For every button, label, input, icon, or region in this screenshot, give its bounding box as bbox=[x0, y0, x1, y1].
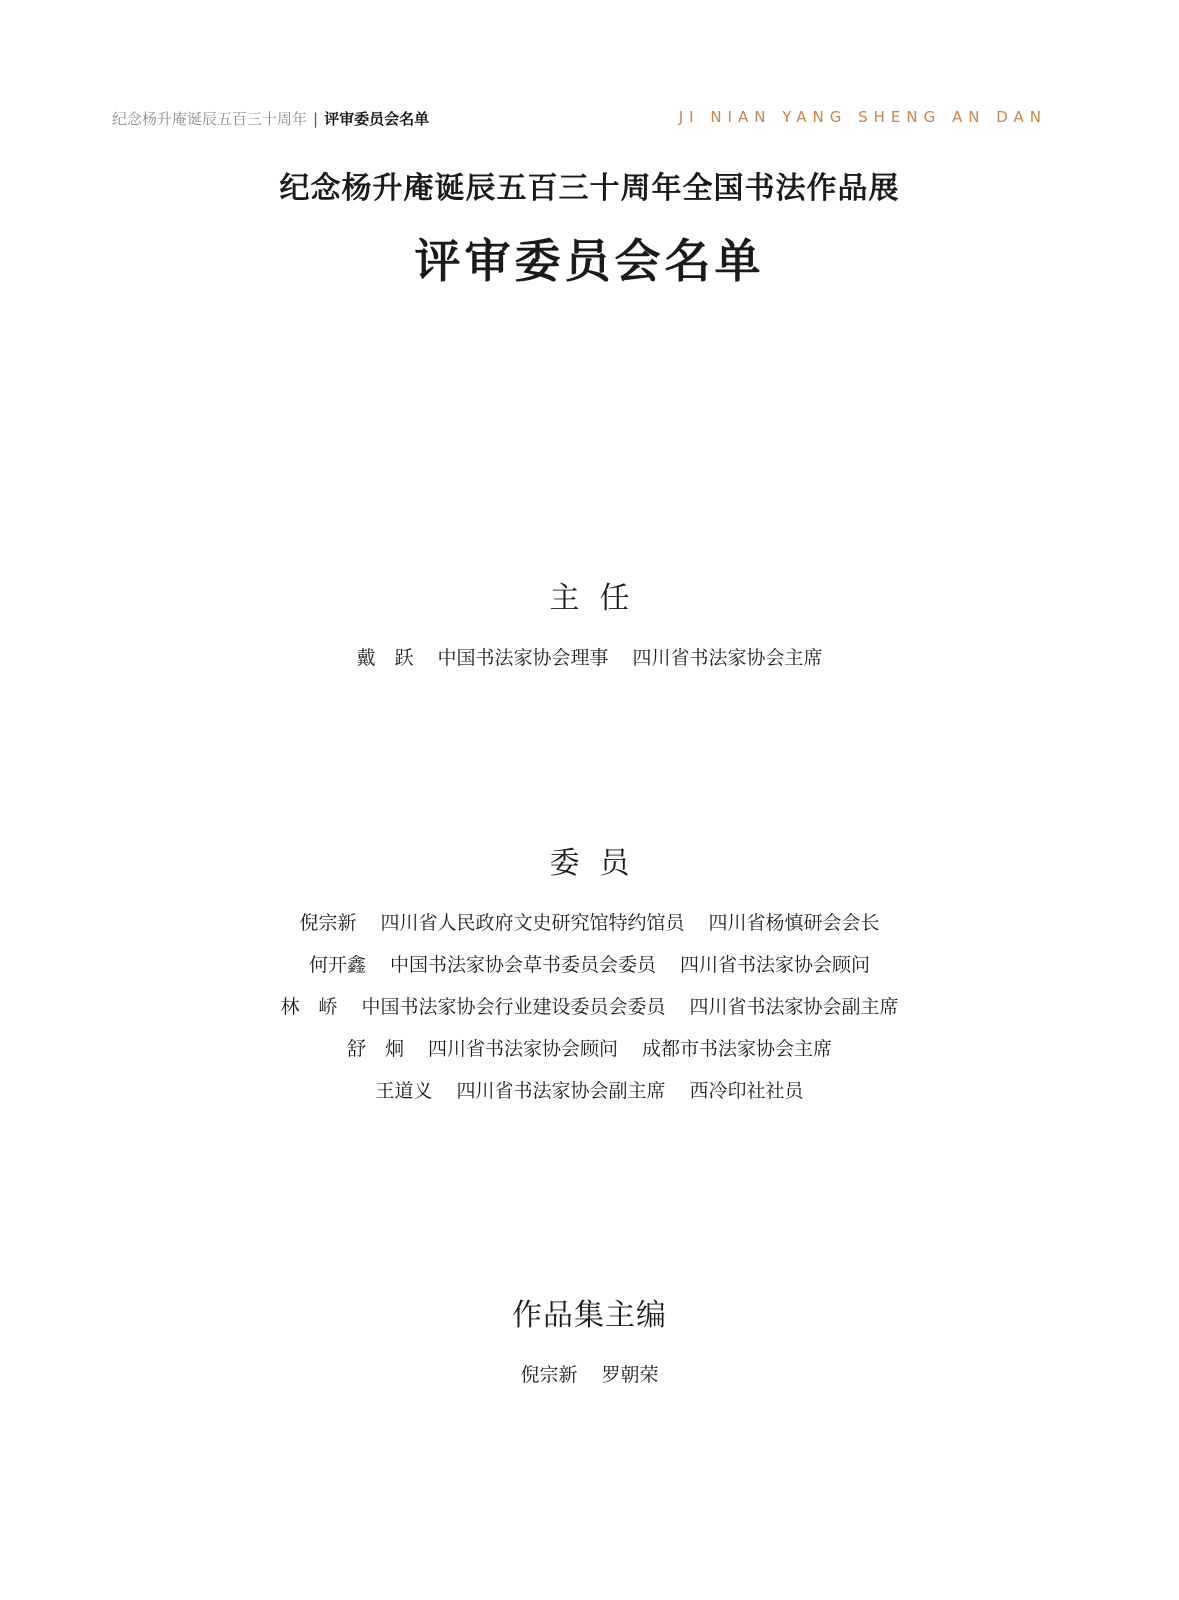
editor-list bbox=[0, 1354, 1179, 1396]
person-role: 中国书法家协会行业建设委员会委员 bbox=[361, 996, 666, 1018]
running-header-book-title: 纪念杨升庵诞辰五百三十周年 bbox=[112, 110, 308, 128]
person-role: 四川省书法家协会顾问 bbox=[427, 1038, 618, 1060]
person-role: 中国书法家协会草书委员会委员 bbox=[389, 954, 656, 976]
person-role: 四川省书法家协会主席 bbox=[632, 647, 823, 669]
list-item bbox=[0, 1354, 1179, 1396]
person-role: 四川省书法家协会顾问 bbox=[680, 954, 871, 976]
page-title: 评审委员会名单 bbox=[414, 234, 765, 288]
list-item bbox=[0, 986, 1179, 1028]
person-name: 何开鑫 bbox=[308, 954, 366, 976]
person-role: 成都市书法家协会主席 bbox=[642, 1038, 833, 1060]
person-name: 戴 跃 bbox=[356, 647, 414, 669]
person-role: 四川省人民政府文史研究馆特约馆员 bbox=[380, 912, 685, 934]
list-item bbox=[0, 902, 1179, 944]
page-subtitle: 纪念杨升庵诞辰五百三十周年全国书法作品展 bbox=[279, 171, 900, 206]
person-role: 中国书法家协会理事 bbox=[437, 647, 609, 669]
editor-section bbox=[0, 1290, 1179, 1396]
person-name: 倪宗新 bbox=[299, 912, 357, 934]
person-name: 王道义 bbox=[375, 1080, 433, 1102]
members-list bbox=[0, 902, 1179, 1112]
list-item bbox=[0, 944, 1179, 986]
person-name: 罗朝荣 bbox=[601, 1364, 659, 1386]
members-heading: 委员 bbox=[549, 846, 650, 881]
director-list bbox=[0, 637, 1179, 679]
list-item bbox=[0, 637, 1179, 679]
running-header bbox=[112, 108, 429, 129]
person-role: 四川省杨慎研会会长 bbox=[708, 912, 880, 934]
running-header-section-title: 评审委员会名单 bbox=[324, 110, 430, 128]
person-role: 四川省书法家协会副主席 bbox=[456, 1080, 666, 1102]
person-name: 倪宗新 bbox=[520, 1364, 578, 1386]
editor-heading: 作品集主编 bbox=[512, 1298, 667, 1333]
list-item bbox=[0, 1028, 1179, 1070]
pinyin-header: JI NIAN YANG SHENG AN DAN bbox=[678, 108, 1047, 126]
running-header-separator: | bbox=[313, 110, 319, 128]
person-role: 四川省书法家协会副主席 bbox=[689, 996, 899, 1018]
director-heading: 主任 bbox=[549, 581, 650, 616]
person-role: 西冷印社社员 bbox=[689, 1080, 804, 1102]
person-name: 舒 炯 bbox=[346, 1038, 404, 1060]
director-section bbox=[0, 573, 1179, 679]
list-item bbox=[0, 1070, 1179, 1112]
person-name: 林 峤 bbox=[280, 996, 338, 1018]
members-section bbox=[0, 838, 1179, 1112]
